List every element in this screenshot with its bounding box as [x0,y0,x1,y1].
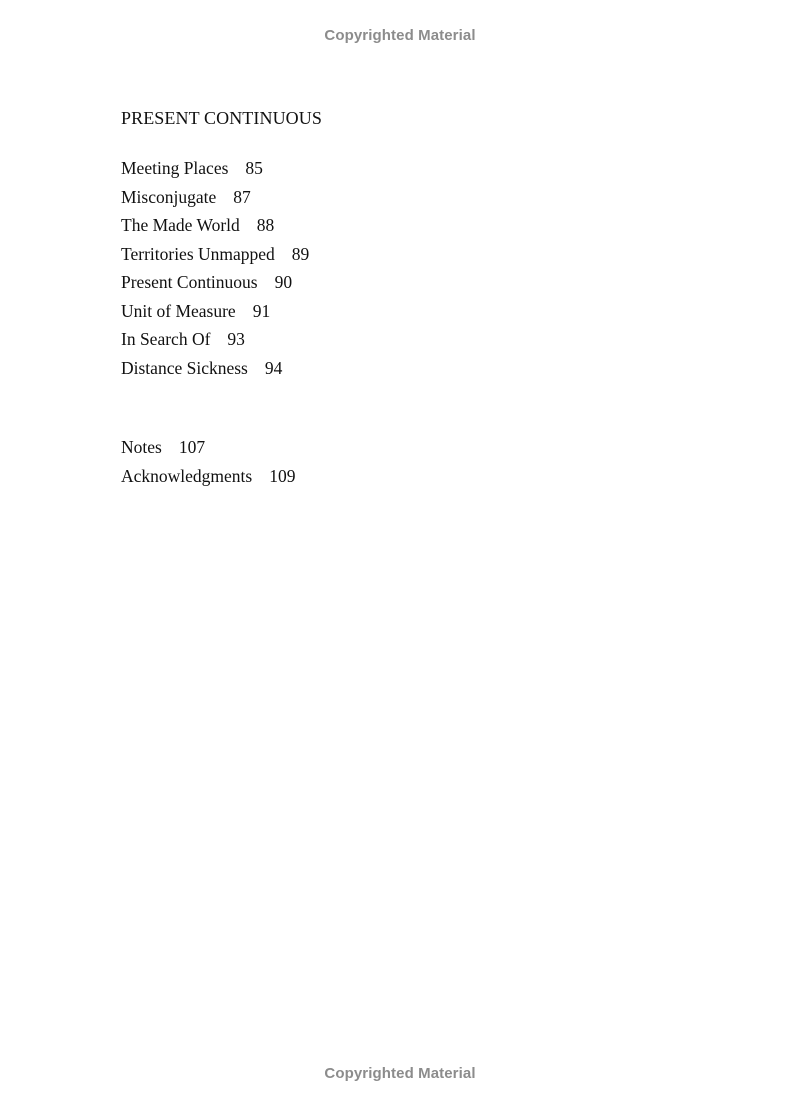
toc-entry[interactable] [121,240,309,269]
copyright-watermark-bottom: Copyrighted Material [324,1065,476,1082]
toc-entry-title: Territories Unmapped [121,243,275,264]
toc-entry-page: 90 [274,272,293,292]
toc-entry-title: Present Continuous [121,272,258,292]
toc-entry[interactable] [121,183,309,212]
toc-entry-page: 89 [291,243,310,264]
toc-entry-title: Notes [121,437,162,457]
toc-entry[interactable] [121,297,309,326]
toc-entry-title: Meeting Places [121,158,229,178]
toc-entry-title: In Search Of [121,329,211,349]
toc-entry-page: 109 [269,465,296,486]
toc-entry-page: 94 [264,357,283,378]
toc-entry[interactable] [121,462,295,491]
toc-entry[interactable] [121,354,309,383]
toc-entry[interactable] [121,211,309,240]
toc-entry-page: 91 [252,300,271,321]
toc-entry-title: Distance Sickness [121,357,248,378]
toc-entry-page: 93 [227,329,245,349]
copyright-watermark-top: Copyrighted Material [324,27,476,44]
toc-entry[interactable] [121,433,295,462]
toc-entry-page: 107 [178,437,206,457]
toc-entry[interactable] [121,325,309,354]
toc-list [121,154,309,382]
toc-entry-title: The Made World [121,215,240,235]
toc-entry-title: Misconjugate [121,186,217,207]
toc-entry[interactable] [121,154,309,183]
back-matter-list [121,433,295,490]
toc-entry-page: 88 [256,215,275,235]
section-title: PRESENT CONTINUOUS [121,108,322,128]
toc-entry-page: 87 [233,186,251,207]
toc-entry[interactable] [121,268,309,297]
toc-entry-page: 85 [245,158,263,178]
toc-entry-title: Acknowledgments [121,465,253,486]
toc-entry-title: Unit of Measure [121,300,236,321]
